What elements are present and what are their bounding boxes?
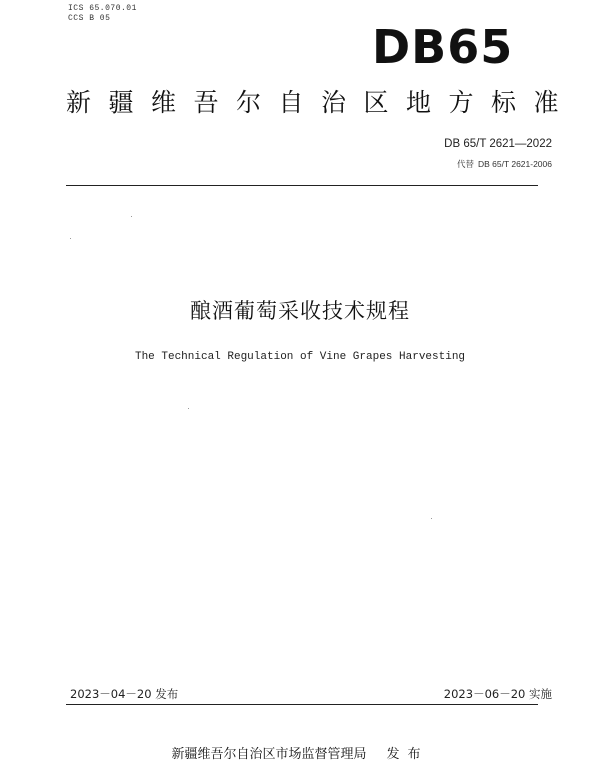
scan-speck — [70, 238, 71, 239]
implementation-date: 2023－06－20 实施 — [443, 687, 552, 701]
header-divider — [66, 185, 538, 186]
standard-number: DB 65/T 2621—2022 — [444, 138, 552, 150]
issue-action: 发布 — [386, 747, 429, 762]
scan-speck — [431, 518, 432, 519]
standard-category-title: 新疆维吾尔自治区地方标准 — [66, 88, 577, 117]
ccs-code: CCS B 05 — [68, 14, 111, 23]
document-title-cn: 酿酒葡萄采收技术规程 — [190, 299, 410, 323]
footer-divider — [66, 704, 538, 705]
issuer-name: 新疆维吾尔自治区市场监督管理局 — [171, 747, 367, 762]
publish-date: 2023－04－20 发布 — [70, 687, 179, 701]
db-logo: DB65 — [372, 20, 514, 74]
replaces-line — [453, 158, 552, 170]
issuer-line — [0, 743, 600, 762]
classification-codes — [68, 4, 137, 24]
ics-code: ICS 65.070.01 — [68, 4, 137, 13]
scan-speck — [188, 408, 189, 409]
scan-speck — [131, 216, 132, 217]
document-title-en: The Technical Regulation of Vine Grapes Harvesting — [134, 351, 466, 363]
replaces-number: DB 65/T 2621-2006 — [477, 159, 552, 169]
replaces-label: 代替 — [456, 159, 474, 169]
